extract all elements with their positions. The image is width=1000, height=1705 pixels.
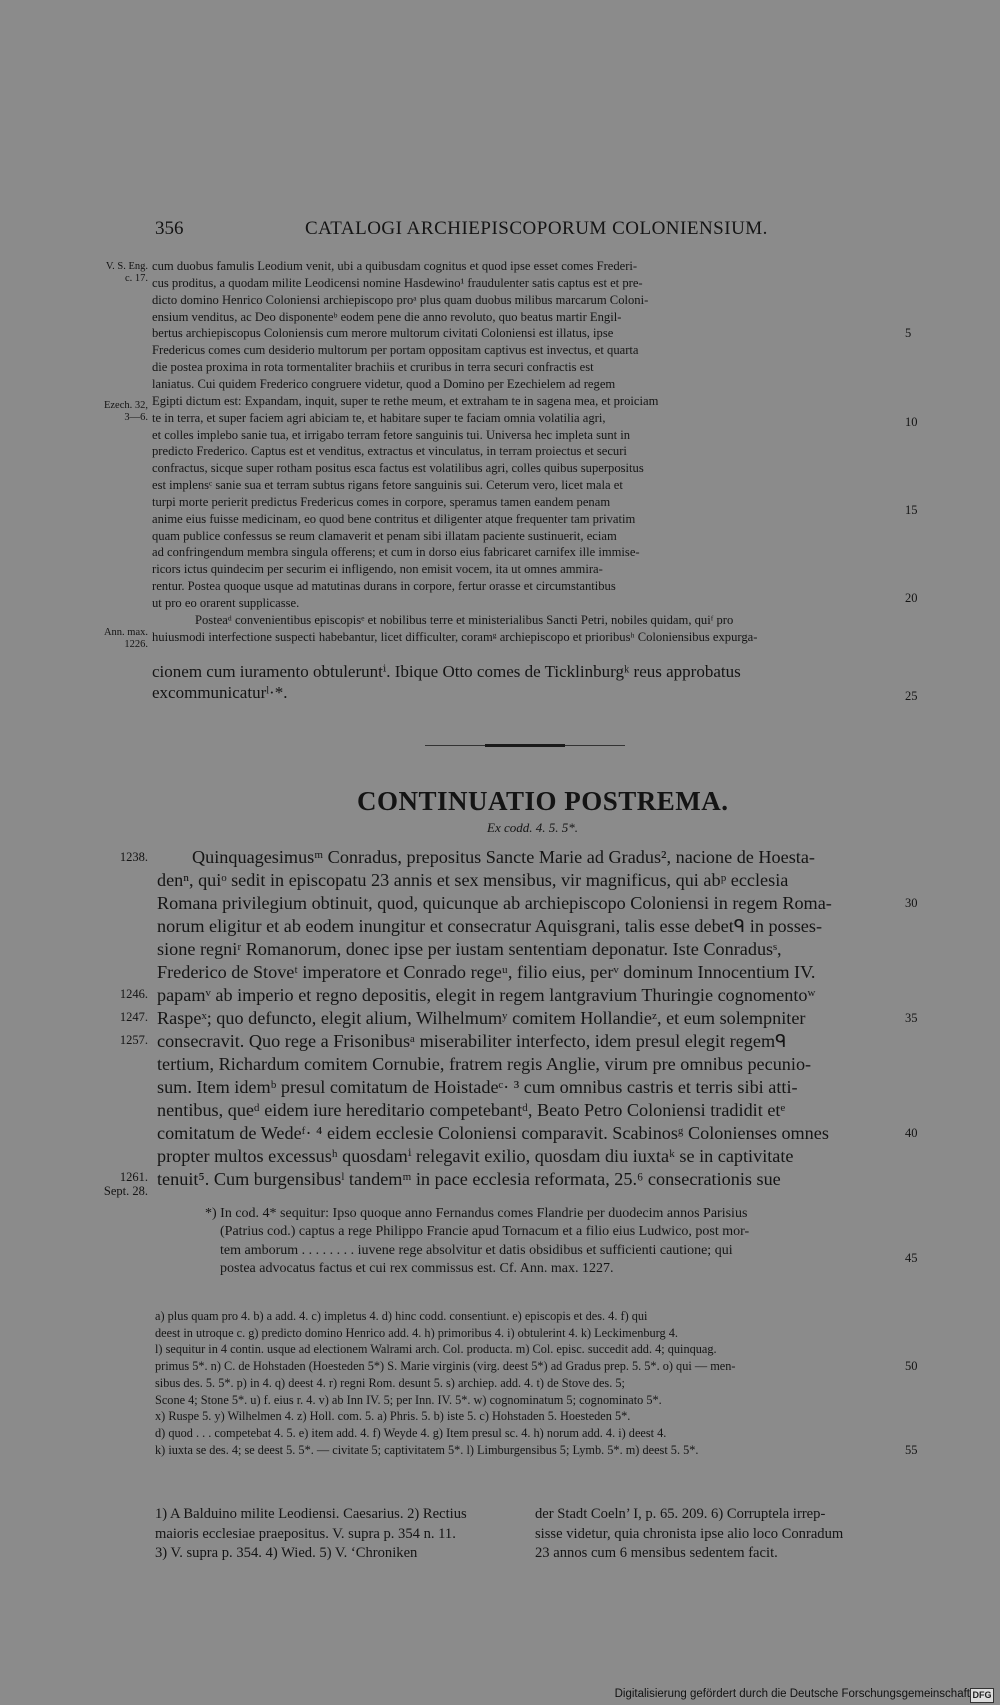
margin-ref-text: Ezech. 32, 3—6. — [103, 400, 148, 423]
section-divider — [425, 744, 625, 747]
text-line: ensium venditus, ac Deo disponenteᵇ eodem pene die anno revoluto, quo beatus martir Engil- — [152, 309, 622, 324]
apparatus-line: a) plus quam pro 4. b) a add. 4. c) impletus 4. d) hinc codd. consentiunt. e) episcopis et des. 4. f) qui — [155, 1309, 648, 1323]
text-line: comitatum de Wedeᶠ· ⁴ eidem ecclesie Coloniensi comparavit. Scabinosᵍ Colonienses omnes — [157, 1123, 829, 1143]
year-note: 1246. — [119, 987, 148, 1001]
text-line: ut pro eo orarent supplicasse. — [152, 596, 300, 610]
line-number: 25 — [905, 689, 918, 703]
text-line: Fredericus comes cum desiderio multorum per portam oppositam captivus est invectus, et quarta — [152, 343, 639, 358]
margin-ref-text: V. S. Eng. c. 17. — [105, 261, 148, 284]
text-line: huiusmodi interfectione suspecti habebantur, licet difficulter, coramᵍ archiepiscopo et prioribusʰ Coloniensibus expurga- — [152, 629, 758, 644]
footnote-line: tem amborum . . . . . . . . iuvene rege absolvitur et datis obsidibus et sufficienti cautione; qui — [220, 1242, 733, 1258]
text-line: laniatus. Cui quidem Frederico congruere videtur, quod a Domino per Ezechielem ad regem — [152, 376, 616, 391]
notes-column-left — [155, 1505, 467, 1564]
page-number: 356 — [155, 218, 184, 239]
text-line: nentibus, queᵈ eidem iure hereditario competebantᵈ, Beato Petro Coloniensi tradidit etᵉ — [157, 1100, 786, 1120]
line-number: 55 — [905, 1443, 918, 1457]
footnote-line: (Patrius cod.) captus a rege Philippo Francie apud Tornacum et a filio eius Ludwico, post mor- — [220, 1224, 750, 1240]
text-line: propter multos excessusʰ quosdamⁱ relegavit exilio, quosdam diu iuxtaᵏ se in captivitate — [157, 1146, 794, 1166]
text-line: predicto Frederico. Captus est et venditus, extractus et vinculatus, in terram proiectus et securi — [152, 444, 627, 459]
text-line: norum eligitur et ab eodem inungitur et consecratur Aquisgrani, talis esse debetᑫ in posses- — [157, 916, 823, 936]
note-line: der Stadt Coeln’ I, p. 65. 209. 6) Corruptela irrep- — [535, 1506, 826, 1522]
text-line: cum duobus famulis Leodium venit, ubi a quibusdam cognitus et quod ipse esset comes Frederi- — [152, 259, 638, 273]
text-line: et colles implebo sanie tua, et irrigabo terram fetore sanguinis tui. Universa hec impleta sunt in — [152, 427, 631, 442]
apparatus-line: sibus des. 5. 5*. p) in 4. q) deest 4. r) regni Rom. desunt 5. s) archiep. add. 4. t) de Stove des. 5; — [155, 1375, 625, 1390]
text-line: Posteaᵈ convenientibus episcopisᵉ et nobilibus terre et ministerialibus Sancti Petri, nobiles quidam, quiᶠ pro — [195, 612, 734, 627]
apparatus-line: deest in utroque c. g) predicto domino Henrico add. 4. h) primoribus 4. i) obtulerint 4. k) Leckimenburg 4. — [155, 1325, 678, 1340]
text-line: turpi morte perierit predictus Fredericus comes in corpore, speramus tamen eandem penam — [152, 494, 611, 509]
text-line: cus proditus, a quodam milite Leodicensi nomine Hasdewino¹ fraudulenter satis captus est et pre- — [152, 275, 643, 290]
text-line: est implensᶜ sanie sua et terram subtus rigans fetore sanguinis sui. Ceterum vero, licet mala et — [152, 478, 623, 493]
text-line: sum. Item idemᵇ presul comitatum de Hoistadeᶜ· ³ cum omnibus castris et terris sibi atti- — [157, 1077, 798, 1097]
footnote-line: postea advocatus factus et cui rex commissus est. Cf. Ann. max. 1227. — [220, 1260, 614, 1276]
text-line: ad confringendum membra singula offerens; et cum in dorso eius fabricaret carnifex ille immise- — [152, 545, 640, 560]
note-line: sisse videtur, quia chronista ipse alio loco Conradum — [535, 1525, 844, 1542]
apparatus-line: primus 5*. n) C. de Hohstaden (Hoesteden 5*) S. Marie virginis (virg. deest 5*) ad Gradus prep. 5. 5*. o) qui — men- — [155, 1359, 736, 1374]
text-line: sione regniʳ Romanorum, donec ipse per iustam sententiam deponatur. Iste Conradusˢ, — [157, 939, 782, 959]
line-number: 45 — [905, 1251, 918, 1265]
footnote-line: *) In cod. 4* sequitur: Ipso quoque anno Fernandus comes Flandrie per duodecim annos Parisius — [205, 1206, 748, 1221]
text-line: quam publice confessus se reum clamaverit et penam sibi illatam paciente sustinuerit, eciam — [152, 528, 617, 543]
running-title: CATALOGI ARCHIEPISCOPORUM COLONIENSIUM. — [305, 218, 768, 239]
text-line: consecravit. Quo rege a Frisonibusᵃ miserabiliter interfecto, idem presul elegit regemᑫ — [157, 1031, 787, 1051]
year-note: 1247. — [119, 1010, 148, 1024]
line-number: 40 — [905, 1126, 918, 1140]
note-line: 23 annos cum 6 mensibus sedentem facit. — [535, 1545, 778, 1561]
apparatus-line: x) Ruspe 5. y) Wilhelmen 4. z) Holl. com. 5. a) Phris. 5. b) iste 5. c) Hohstaden 5. Hoesteden 5*. — [155, 1409, 631, 1424]
line-number: 35 — [905, 1011, 918, 1025]
line-number: 30 — [905, 896, 918, 910]
apparatus-line: l) sequitur in 4 contin. usque ad electionem Walrami arch. Col. producta. m) Col. episc. succedit add. 4; quinquag. — [155, 1342, 717, 1357]
dfg-logo: DFG — [970, 1688, 994, 1703]
text-line: Frederico de Stoveᵗ imperatore et Conrado regeᵘ, filio eius, perᵛ dominum Innocentium IV. — [157, 962, 816, 982]
text-line: dicto domino Henrico Coloniensi archiepiscopo proᵃ plus quam duobus milibus marcarum Coloni- — [152, 292, 649, 307]
margin-ref — [104, 627, 148, 650]
divider-thick — [485, 744, 565, 747]
text-line: Romana privilegium obtinuit, quod, quicunque ab archiepiscopo Coloniensi in regem Roma- — [157, 893, 832, 913]
text-line: te in terra, et super faciem agri abiciam te, et habitare super te faciam omnia volatilia agri, — [152, 410, 606, 425]
year-note: 1261. Sept. 28. — [103, 1170, 148, 1198]
line-number: 15 — [905, 503, 918, 517]
funding-note: Digitalisierung gefördert durch die Deutsche Forschungsgemeinschaft — [614, 1688, 970, 1700]
notes-column-right — [535, 1505, 843, 1564]
margin-ref — [106, 261, 148, 284]
text-line: Quinquagesimusᵐ Conradus, prepositus Sancte Marie ad Gradus², nacione de Hoesta- — [192, 847, 815, 867]
section-subtitle: Ex codd. 4. 5. 5*. — [487, 820, 578, 835]
asterisk-footnote — [205, 1205, 905, 1278]
note-line: 1) A Balduino milite Leodiensi. Caesarius. 2) Rectius — [155, 1506, 467, 1522]
section-title: CONTINUATIO POSTREMA. — [357, 786, 729, 816]
text-line: confractus, sicque super rotham positus esca factus est volatilibus agri, colles quibus superpositus — [152, 461, 644, 476]
margin-ref — [104, 400, 148, 423]
text-line: Egipti dictum est: Expandam, inquit, super te rethe meum, et extraham te in sagena mea, et proiciam — [152, 393, 659, 408]
critical-apparatus — [155, 1308, 900, 1458]
text-line: tenuit⁵. Cum burgensibusˡ tandemᵐ in pace ecclesia reformata, 25.⁶ consecrationis sue — [157, 1169, 781, 1189]
text-line: bertus archiepiscopus Coloniensis cum merore multorum civitati Coloniensi est illatus, ipse — [152, 326, 614, 341]
text-line: denⁿ, quiᵒ sedit in episcopatu 23 annis et sex mensibus, vir magnificus, qui abᵖ ecclesia — [157, 870, 789, 890]
note-line: 3) V. supra p. 354. 4) Wied. 5) V. ‘Chroniken — [155, 1545, 418, 1561]
apparatus-line: k) iuxta se des. 4; se deest 5. 5*. — civitate 5; captivitatem 5*. l) Limburgensibus 5; Lymb. 5*. m) deest 5. 5*. — [155, 1442, 699, 1457]
line-number: 20 — [905, 591, 918, 605]
text-line: papamᵛ ab imperio et regno depositis, elegit in regem lantgravium Thuringie cognomentoʷ — [157, 985, 816, 1005]
text-line: anime eius fuisse medicinam, eo quod bene contritus et diligenter atque frequenter tam privatim — [152, 511, 636, 526]
text-line: ricors ictus quindecim per securim ei infligendo, non emisit vocem, ita ut omnes ammira- — [152, 562, 603, 577]
text-line: rentur. Postea quoque usque ad matutinas durans in corpore, fertur orasse et circumstantibus — [152, 579, 616, 594]
year-note: 1257. — [119, 1033, 148, 1047]
text-line: cionem cum iuramento obtuleruntⁱ. Ibique Otto comes de Ticklinburgᵏ reus approbatus — [152, 662, 741, 681]
note-line: maioris ecclesiae praepositus. V. supra p. 354 n. 11. — [155, 1525, 456, 1542]
text-line: excommunicaturˡ·*. — [152, 683, 288, 702]
apparatus-line: d) quod . . . competebat 4. 5. e) item add. 4. f) Weyde 4. g) Item presul sc. 4. h) norum add. 4. i) deest 4. — [155, 1425, 667, 1440]
text-line: die postea proxima in rota tormentaliter brachiis et cruribus in terra securi confractis est — [152, 360, 594, 375]
year-note: 1238. — [119, 850, 148, 864]
margin-ref-text: Ann. max. 1226. — [103, 627, 148, 650]
text-line: Raspeˣ; quo defuncto, elegit alium, Wilhelmumʸ comitem Hollandieᶻ, et eum solempniter — [157, 1008, 806, 1028]
text-line: tertium, Richardum comitem Cornubie, fratrem regis Anglie, virum pre omnibus pecunio- — [157, 1054, 812, 1074]
line-number: 10 — [905, 415, 918, 429]
apparatus-line: Scone 4; Stone 5*. u) f. eius r. 4. v) ab Inn IV. 5; per Inn. IV. 5*. w) cognominatum 5; cognominato 5*. — [155, 1392, 662, 1407]
line-number: 5 — [905, 326, 912, 340]
line-number: 50 — [905, 1359, 918, 1373]
